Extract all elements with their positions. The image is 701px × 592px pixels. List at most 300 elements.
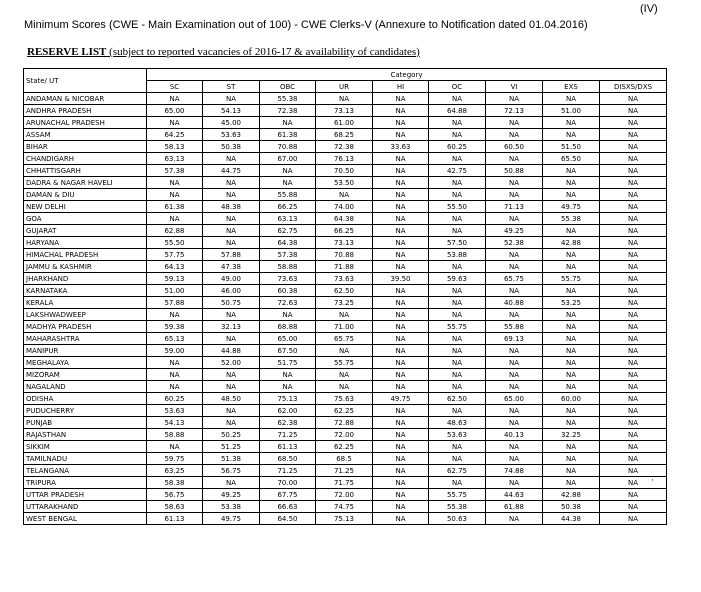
score-cell: 58.13: [147, 141, 203, 153]
score-cell: 57.38: [260, 249, 316, 261]
score-cell: 55.75: [316, 357, 373, 369]
score-cell: NA: [373, 117, 429, 129]
score-cell: NA: [203, 417, 260, 429]
score-cell: 54.13: [147, 417, 203, 429]
reserve-list-label: RESERVE LIST: [27, 46, 107, 58]
score-cell: 75.63: [316, 393, 373, 405]
table-row: [24, 141, 667, 153]
score-cell: 67.50: [260, 345, 316, 357]
score-cell: 71.25: [260, 429, 316, 441]
column-header: HI: [373, 81, 429, 93]
score-cell: 65.00: [486, 393, 543, 405]
score-cell: NA: [486, 381, 543, 393]
score-cell: NA: [147, 441, 203, 453]
column-header: OBC: [260, 81, 316, 93]
score-cell: 73.13: [316, 237, 373, 249]
score-cell: 62.88: [147, 225, 203, 237]
score-cell: NA: [486, 213, 543, 225]
table-row: [24, 513, 667, 525]
score-cell: 63.13: [147, 153, 203, 165]
score-cell: NA: [543, 441, 600, 453]
score-cell: 55.38: [429, 501, 486, 513]
score-cell: 65.00: [260, 333, 316, 345]
score-cell: 54.13: [203, 105, 260, 117]
score-cell: NA: [486, 117, 543, 129]
score-cell: 72.13: [486, 105, 543, 117]
score-cell: 70.50: [316, 165, 373, 177]
score-cell: NA: [429, 213, 486, 225]
score-cell: 65.75: [486, 273, 543, 285]
score-cell: NA: [543, 321, 600, 333]
score-cell: NA: [203, 93, 260, 105]
score-cell: NA: [543, 309, 600, 321]
score-cell: NA: [429, 405, 486, 417]
table-row: [24, 105, 667, 117]
score-cell: 55.75: [429, 489, 486, 501]
score-cell: NA: [373, 297, 429, 309]
score-cell: 65.00: [147, 105, 203, 117]
score-cell: 63.25: [147, 465, 203, 477]
score-cell: 49.75: [203, 513, 260, 525]
table-row: [24, 165, 667, 177]
state-cell: ANDAMAN & NICOBAR: [24, 93, 147, 105]
score-cell: NA: [429, 477, 486, 489]
table-row: [24, 489, 667, 501]
score-cell: 64.25: [147, 129, 203, 141]
score-cell: 61.38: [260, 129, 316, 141]
score-cell: 49.00: [203, 273, 260, 285]
state-cell: TRIPURA: [24, 477, 147, 489]
score-cell: 57.50: [429, 237, 486, 249]
score-cell: NA: [429, 441, 486, 453]
score-cell: NA: [316, 381, 373, 393]
score-cell: NA: [429, 453, 486, 465]
state-cell: KERALA: [24, 297, 147, 309]
score-cell: NA: [600, 93, 667, 105]
score-cell: NA: [147, 381, 203, 393]
state-cell: CHANDIGARH: [24, 153, 147, 165]
score-cell: NA: [486, 249, 543, 261]
state-header: State/ UT: [24, 69, 147, 93]
table-row: [24, 129, 667, 141]
score-cell: 60.00: [543, 393, 600, 405]
score-cell: 60.38: [260, 285, 316, 297]
score-cell: 76.13: [316, 153, 373, 165]
score-cell: 74.75: [316, 501, 373, 513]
score-cell: NA: [543, 465, 600, 477]
score-cell: NA: [260, 165, 316, 177]
score-cell: NA: [373, 249, 429, 261]
score-cell: 49.75: [543, 201, 600, 213]
score-cell: NA: [600, 321, 667, 333]
state-cell: ODISHA: [24, 393, 147, 405]
score-cell: 49.75: [373, 393, 429, 405]
score-cell: NA: [543, 405, 600, 417]
score-cell: NA: [543, 417, 600, 429]
state-cell: NEW DELHI: [24, 201, 147, 213]
score-cell: 72.88: [316, 417, 373, 429]
score-cell: 52.38: [486, 237, 543, 249]
column-header: UR: [316, 81, 373, 93]
table-row: [24, 465, 667, 477]
score-cell: NA: [429, 345, 486, 357]
table-row: [24, 477, 667, 489]
table-row: [24, 297, 667, 309]
state-cell: JAMMU & KASHMIR: [24, 261, 147, 273]
score-cell: 68.50: [260, 453, 316, 465]
score-cell: 75.13: [260, 393, 316, 405]
score-cell: NA: [600, 465, 667, 477]
score-cell: NA: [316, 345, 373, 357]
score-cell: 74.88: [486, 465, 543, 477]
score-cell: 57.88: [203, 249, 260, 261]
table-row: [24, 309, 667, 321]
score-cell: NA: [373, 453, 429, 465]
score-cell: 55.38: [260, 93, 316, 105]
score-cell: 64.88: [429, 105, 486, 117]
score-cell: NA: [600, 273, 667, 285]
table-row: [24, 417, 667, 429]
score-cell: NA: [203, 153, 260, 165]
score-cell: 55.75: [543, 273, 600, 285]
table-row: [24, 357, 667, 369]
table-row: [24, 285, 667, 297]
score-cell: NA: [486, 261, 543, 273]
score-cell: 51.50: [543, 141, 600, 153]
score-cell: NA: [486, 417, 543, 429]
reserve-list-heading: [27, 46, 420, 58]
score-cell: NA: [543, 189, 600, 201]
score-cell: NA: [429, 285, 486, 297]
state-cell: JHARKHAND: [24, 273, 147, 285]
score-cell: 62.25: [316, 405, 373, 417]
score-cell: 44.63: [486, 489, 543, 501]
score-cell: 50.38: [203, 141, 260, 153]
score-cell: 48.50: [203, 393, 260, 405]
state-cell: HIMACHAL PRADESH: [24, 249, 147, 261]
score-cell: NA: [543, 93, 600, 105]
score-cell: NA: [260, 117, 316, 129]
score-cell: NA: [203, 213, 260, 225]
score-cell: 49.25: [203, 489, 260, 501]
score-cell: NA: [373, 153, 429, 165]
state-cell: RAJASTHAN: [24, 429, 147, 441]
table-row: [24, 249, 667, 261]
score-cell: NA: [260, 309, 316, 321]
table-row: [24, 201, 667, 213]
score-cell: NA: [373, 285, 429, 297]
score-cell: 62.25: [316, 441, 373, 453]
state-cell: WEST BENGAL: [24, 513, 147, 525]
score-cell: 55.50: [147, 237, 203, 249]
score-cell: NA: [203, 237, 260, 249]
score-cell: NA: [316, 309, 373, 321]
score-cell: 40.88: [486, 297, 543, 309]
state-cell: ARUNACHAL PRADESH: [24, 117, 147, 129]
score-cell: 53.88: [429, 249, 486, 261]
score-cell: 72.38: [260, 105, 316, 117]
state-cell: ANDHRA PRADESH: [24, 105, 147, 117]
score-cell: 68.25: [316, 129, 373, 141]
score-cell: 48.38: [203, 201, 260, 213]
score-cell: NA: [600, 141, 667, 153]
table-row: [24, 381, 667, 393]
score-cell: 50.38: [543, 501, 600, 513]
score-cell: 59.38: [147, 321, 203, 333]
score-cell: 67.75: [260, 489, 316, 501]
category-header: Category: [147, 69, 667, 81]
score-cell: NA: [600, 261, 667, 273]
score-cell: 72.38: [316, 141, 373, 153]
score-cell: NA: [600, 297, 667, 309]
score-cell: NA: [373, 105, 429, 117]
score-cell: NA: [429, 369, 486, 381]
score-cell: 51.38: [203, 453, 260, 465]
score-cell: NA: [600, 345, 667, 357]
score-cell: 72.00: [316, 489, 373, 501]
score-cell: NA: [373, 489, 429, 501]
score-cell: NA: [429, 333, 486, 345]
score-cell: 51.25: [203, 441, 260, 453]
score-cell: NA: [600, 165, 667, 177]
score-cell: NA: [600, 381, 667, 393]
score-cell: NA: [600, 129, 667, 141]
score-cell: NA: [316, 369, 373, 381]
score-cell: NA: [429, 153, 486, 165]
table-row: [24, 273, 667, 285]
score-cell: 73.13: [316, 105, 373, 117]
score-cell: 61.13: [260, 441, 316, 453]
score-cell: 48.63: [429, 417, 486, 429]
table-row: [24, 501, 667, 513]
score-cell: 46.00: [203, 285, 260, 297]
score-cell: 62.75: [429, 465, 486, 477]
state-cell: DAMAN & DIU: [24, 189, 147, 201]
score-cell: 55.88: [486, 321, 543, 333]
score-cell: 32.25: [543, 429, 600, 441]
score-cell: 40.13: [486, 429, 543, 441]
score-cell: 64.50: [260, 513, 316, 525]
score-cell: 69.13: [486, 333, 543, 345]
page-number: (IV): [640, 3, 658, 15]
score-cell: 53.63: [203, 129, 260, 141]
score-cell: 44.88: [203, 345, 260, 357]
score-cell: 44.38: [543, 513, 600, 525]
score-cell: NA: [600, 429, 667, 441]
score-cell: 50.88: [486, 165, 543, 177]
score-cell: 58.88: [147, 429, 203, 441]
score-cell: NA: [147, 213, 203, 225]
column-header: ST: [203, 81, 260, 93]
table-row: [24, 93, 667, 105]
score-cell: 62.50: [316, 285, 373, 297]
score-cell: NA: [203, 369, 260, 381]
score-cell: NA: [429, 177, 486, 189]
score-cell: NA: [147, 309, 203, 321]
score-cell: NA: [373, 417, 429, 429]
score-cell: NA: [600, 453, 667, 465]
state-cell: GUJARAT: [24, 225, 147, 237]
score-cell: NA: [486, 189, 543, 201]
score-cell: NA: [600, 513, 667, 525]
score-cell: 61.00: [316, 117, 373, 129]
score-cell: 60.25: [147, 393, 203, 405]
score-cell: NA: [260, 369, 316, 381]
score-cell: NA: [373, 177, 429, 189]
score-cell: 70.88: [260, 141, 316, 153]
score-cell: 39.50: [373, 273, 429, 285]
state-cell: MIZORAM: [24, 369, 147, 381]
score-cell: NA: [543, 453, 600, 465]
score-cell: NA: [543, 357, 600, 369]
score-cell: 71.00: [316, 321, 373, 333]
score-cell: 59.63: [429, 273, 486, 285]
score-cell: NA: [486, 477, 543, 489]
score-cell: 51.00: [543, 105, 600, 117]
score-cell: NA: [600, 393, 667, 405]
score-cell: 51.00: [147, 285, 203, 297]
score-cell: 55.75: [429, 321, 486, 333]
score-cell: 62.75: [260, 225, 316, 237]
table-row: [24, 177, 667, 189]
state-cell: CHHATTISGARH: [24, 165, 147, 177]
score-cell: NA: [147, 369, 203, 381]
score-cell: NA: [600, 417, 667, 429]
score-cell: NA: [373, 405, 429, 417]
score-cell: NA: [600, 237, 667, 249]
score-cell: NA: [373, 309, 429, 321]
score-cell: NA: [486, 285, 543, 297]
score-cell: 61.88: [486, 501, 543, 513]
score-cell: NA: [600, 489, 667, 501]
state-cell: UTTARAKHAND: [24, 501, 147, 513]
state-cell: LAKSHWADWEEP: [24, 309, 147, 321]
score-cell: NA: [316, 189, 373, 201]
score-cell: 55.38: [543, 213, 600, 225]
score-cell: 63.13: [260, 213, 316, 225]
score-cell: NA: [429, 225, 486, 237]
score-cell: NA: [486, 405, 543, 417]
reserve-list-note: (subject to reported vacancies of 2016-17 & availability of candidates): [106, 46, 420, 58]
score-cell: NA: [486, 345, 543, 357]
score-cell: 68.88: [260, 321, 316, 333]
score-cell: NA: [203, 177, 260, 189]
score-cell: NA: [203, 189, 260, 201]
score-cell: NA: [600, 201, 667, 213]
score-cell: NA: [486, 177, 543, 189]
score-cell: 71.13: [486, 201, 543, 213]
score-cell: 61.38: [147, 201, 203, 213]
score-cell: NA: [543, 249, 600, 261]
score-cell: NA: [316, 93, 373, 105]
table-row: [24, 429, 667, 441]
score-cell: 72.63: [260, 297, 316, 309]
score-cell: 72.00: [316, 429, 373, 441]
score-cell: NA: [543, 117, 600, 129]
stray-mark: ·: [651, 476, 654, 486]
score-cell: NA: [147, 117, 203, 129]
column-header: EXS: [543, 81, 600, 93]
score-cell: 62.50: [429, 393, 486, 405]
score-cell: 62.38: [260, 417, 316, 429]
score-cell: NA: [429, 381, 486, 393]
score-cell: NA: [429, 117, 486, 129]
score-cell: NA: [600, 309, 667, 321]
score-cell: NA: [373, 333, 429, 345]
score-cell: 44.75: [203, 165, 260, 177]
score-cell: 70.88: [316, 249, 373, 261]
score-cell: NA: [373, 465, 429, 477]
score-cell: 56.75: [147, 489, 203, 501]
score-cell: NA: [373, 261, 429, 273]
score-cell: 56.75: [203, 465, 260, 477]
column-header: SC: [147, 81, 203, 93]
table-row: [24, 393, 667, 405]
score-cell: NA: [203, 309, 260, 321]
score-cell: 42.75: [429, 165, 486, 177]
table-row: [24, 345, 667, 357]
score-cell: 57.75: [147, 249, 203, 261]
table-row: [24, 441, 667, 453]
score-cell: 65.13: [147, 333, 203, 345]
score-cell: 71.25: [316, 465, 373, 477]
state-cell: MEGHALAYA: [24, 357, 147, 369]
minimum-scores-table: [23, 68, 667, 525]
score-cell: 67.00: [260, 153, 316, 165]
score-cell: NA: [543, 177, 600, 189]
state-cell: MAHARASHTRA: [24, 333, 147, 345]
score-cell: NA: [373, 381, 429, 393]
state-cell: KARNATAKA: [24, 285, 147, 297]
score-cell: NA: [486, 93, 543, 105]
table-row: [24, 117, 667, 129]
score-cell: NA: [203, 333, 260, 345]
score-cell: 73.25: [316, 297, 373, 309]
score-cell: NA: [486, 309, 543, 321]
score-cell: 53.50: [316, 177, 373, 189]
score-cell: 55.50: [429, 201, 486, 213]
score-cell: NA: [600, 177, 667, 189]
score-cell: NA: [373, 189, 429, 201]
score-cell: NA: [600, 213, 667, 225]
score-cell: NA: [600, 117, 667, 129]
score-cell: 64.38: [316, 213, 373, 225]
score-cell: NA: [147, 93, 203, 105]
score-cell: NA: [543, 165, 600, 177]
score-cell: NA: [373, 321, 429, 333]
score-cell: NA: [373, 345, 429, 357]
score-cell: 58.38: [147, 477, 203, 489]
score-cell: 60.50: [486, 141, 543, 153]
score-cell: NA: [600, 189, 667, 201]
score-cell: 66.25: [260, 201, 316, 213]
table-row: [24, 333, 667, 345]
score-cell: NA: [543, 261, 600, 273]
state-cell: TELANGANA: [24, 465, 147, 477]
table-row: [24, 189, 667, 201]
score-cell: 32.13: [203, 321, 260, 333]
score-cell: 49.25: [486, 225, 543, 237]
score-cell: 51.75: [260, 357, 316, 369]
score-cell: NA: [600, 153, 667, 165]
score-cell: NA: [373, 129, 429, 141]
score-cell: NA: [600, 105, 667, 117]
score-cell: NA: [429, 357, 486, 369]
table-row: [24, 369, 667, 381]
state-cell: MANIPUR: [24, 345, 147, 357]
score-cell: NA: [600, 441, 667, 453]
score-cell: 71.75: [316, 477, 373, 489]
